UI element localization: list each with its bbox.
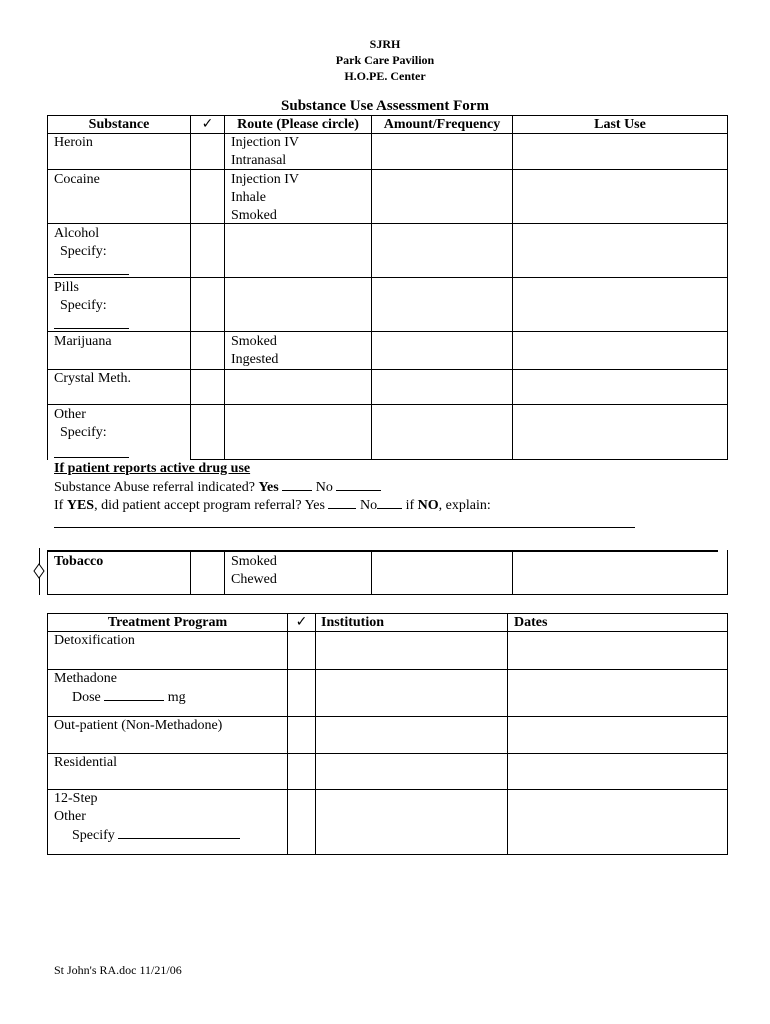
check-header-icon: ✓ [295, 614, 308, 630]
header-last-use: Last Use [594, 117, 646, 132]
substance-cocaine: Cocaine [54, 172, 100, 187]
tobacco-label: Tobacco [54, 554, 104, 569]
specify-blank[interactable] [54, 457, 129, 458]
substance-crystal-meth: Crystal Meth. [54, 371, 131, 386]
substance-alcohol: Alcohol [54, 226, 100, 241]
active-use-heading: If patient reports active drug use [54, 461, 251, 476]
no-blank[interactable] [336, 478, 381, 491]
form-title: Substance Use Assessment Form [281, 98, 489, 114]
route-option[interactable]: Inhale [231, 190, 266, 205]
specify-label: Specify: [60, 244, 107, 259]
header-line-2: Park Care Pavilion [335, 53, 435, 67]
header-substance: Substance [88, 117, 150, 132]
explain-blank[interactable] [54, 527, 635, 528]
specify-label: Specify: [60, 425, 107, 440]
substance-marijuana: Marijuana [54, 334, 112, 349]
header-route: Route (Please circle) [237, 117, 359, 132]
referral-indicated-line: Substance Abuse referral indicated? Yes No [54, 478, 381, 497]
program-detoxification: Detoxification [54, 633, 135, 648]
route-option[interactable]: Intranasal [231, 153, 287, 168]
header-amount-frequency: Amount/Frequency [383, 117, 501, 132]
accept-yes-blank[interactable] [328, 496, 356, 509]
route-option[interactable]: Ingested [231, 352, 279, 367]
header-treatment-program: Treatment Program [107, 615, 228, 630]
header-line-3: H.O.PE. Center [344, 69, 426, 83]
accept-no-blank[interactable] [377, 496, 402, 509]
check-header-icon: ✓ [201, 116, 214, 132]
header-line-1: SJRH [369, 37, 401, 51]
route-option[interactable]: Injection IV [231, 172, 300, 187]
dose-blank[interactable] [104, 688, 164, 701]
program-methadone: Methadone [54, 671, 117, 686]
methadone-dose-line: Dose mg [72, 690, 186, 705]
header-dates: Dates [514, 615, 548, 630]
substance-other: Other [54, 407, 86, 422]
program-12-step: 12-Step [54, 791, 98, 806]
yes-blank[interactable] [282, 478, 312, 491]
specify-label: Specify: [60, 298, 107, 313]
program-other: Other [54, 809, 86, 824]
diamond-marker-icon [33, 563, 45, 579]
footer-doc-reference: St John's RA.doc 11/21/06 [54, 963, 182, 977]
route-option[interactable]: Smoked [231, 334, 277, 349]
other-specify-line: Specify [72, 826, 240, 845]
program-residential: Residential [54, 755, 117, 770]
program-outpatient: Out-patient (Non-Methadone) [54, 718, 223, 733]
route-option[interactable]: Smoked [231, 208, 277, 223]
specify-blank[interactable] [54, 274, 129, 275]
substance-heroin: Heroin [54, 135, 93, 150]
route-option[interactable]: Smoked [231, 554, 277, 569]
route-option[interactable]: Injection IV [231, 135, 300, 150]
substance-pills: Pills [54, 280, 79, 295]
referral-accepted-line: If YES, did patient accept program referral? Yes No if NO, explain: [54, 498, 491, 513]
header-institution: Institution [321, 615, 385, 630]
specify-blank[interactable] [54, 328, 129, 329]
route-option[interactable]: Chewed [231, 572, 277, 587]
specify-blank[interactable] [118, 826, 240, 839]
